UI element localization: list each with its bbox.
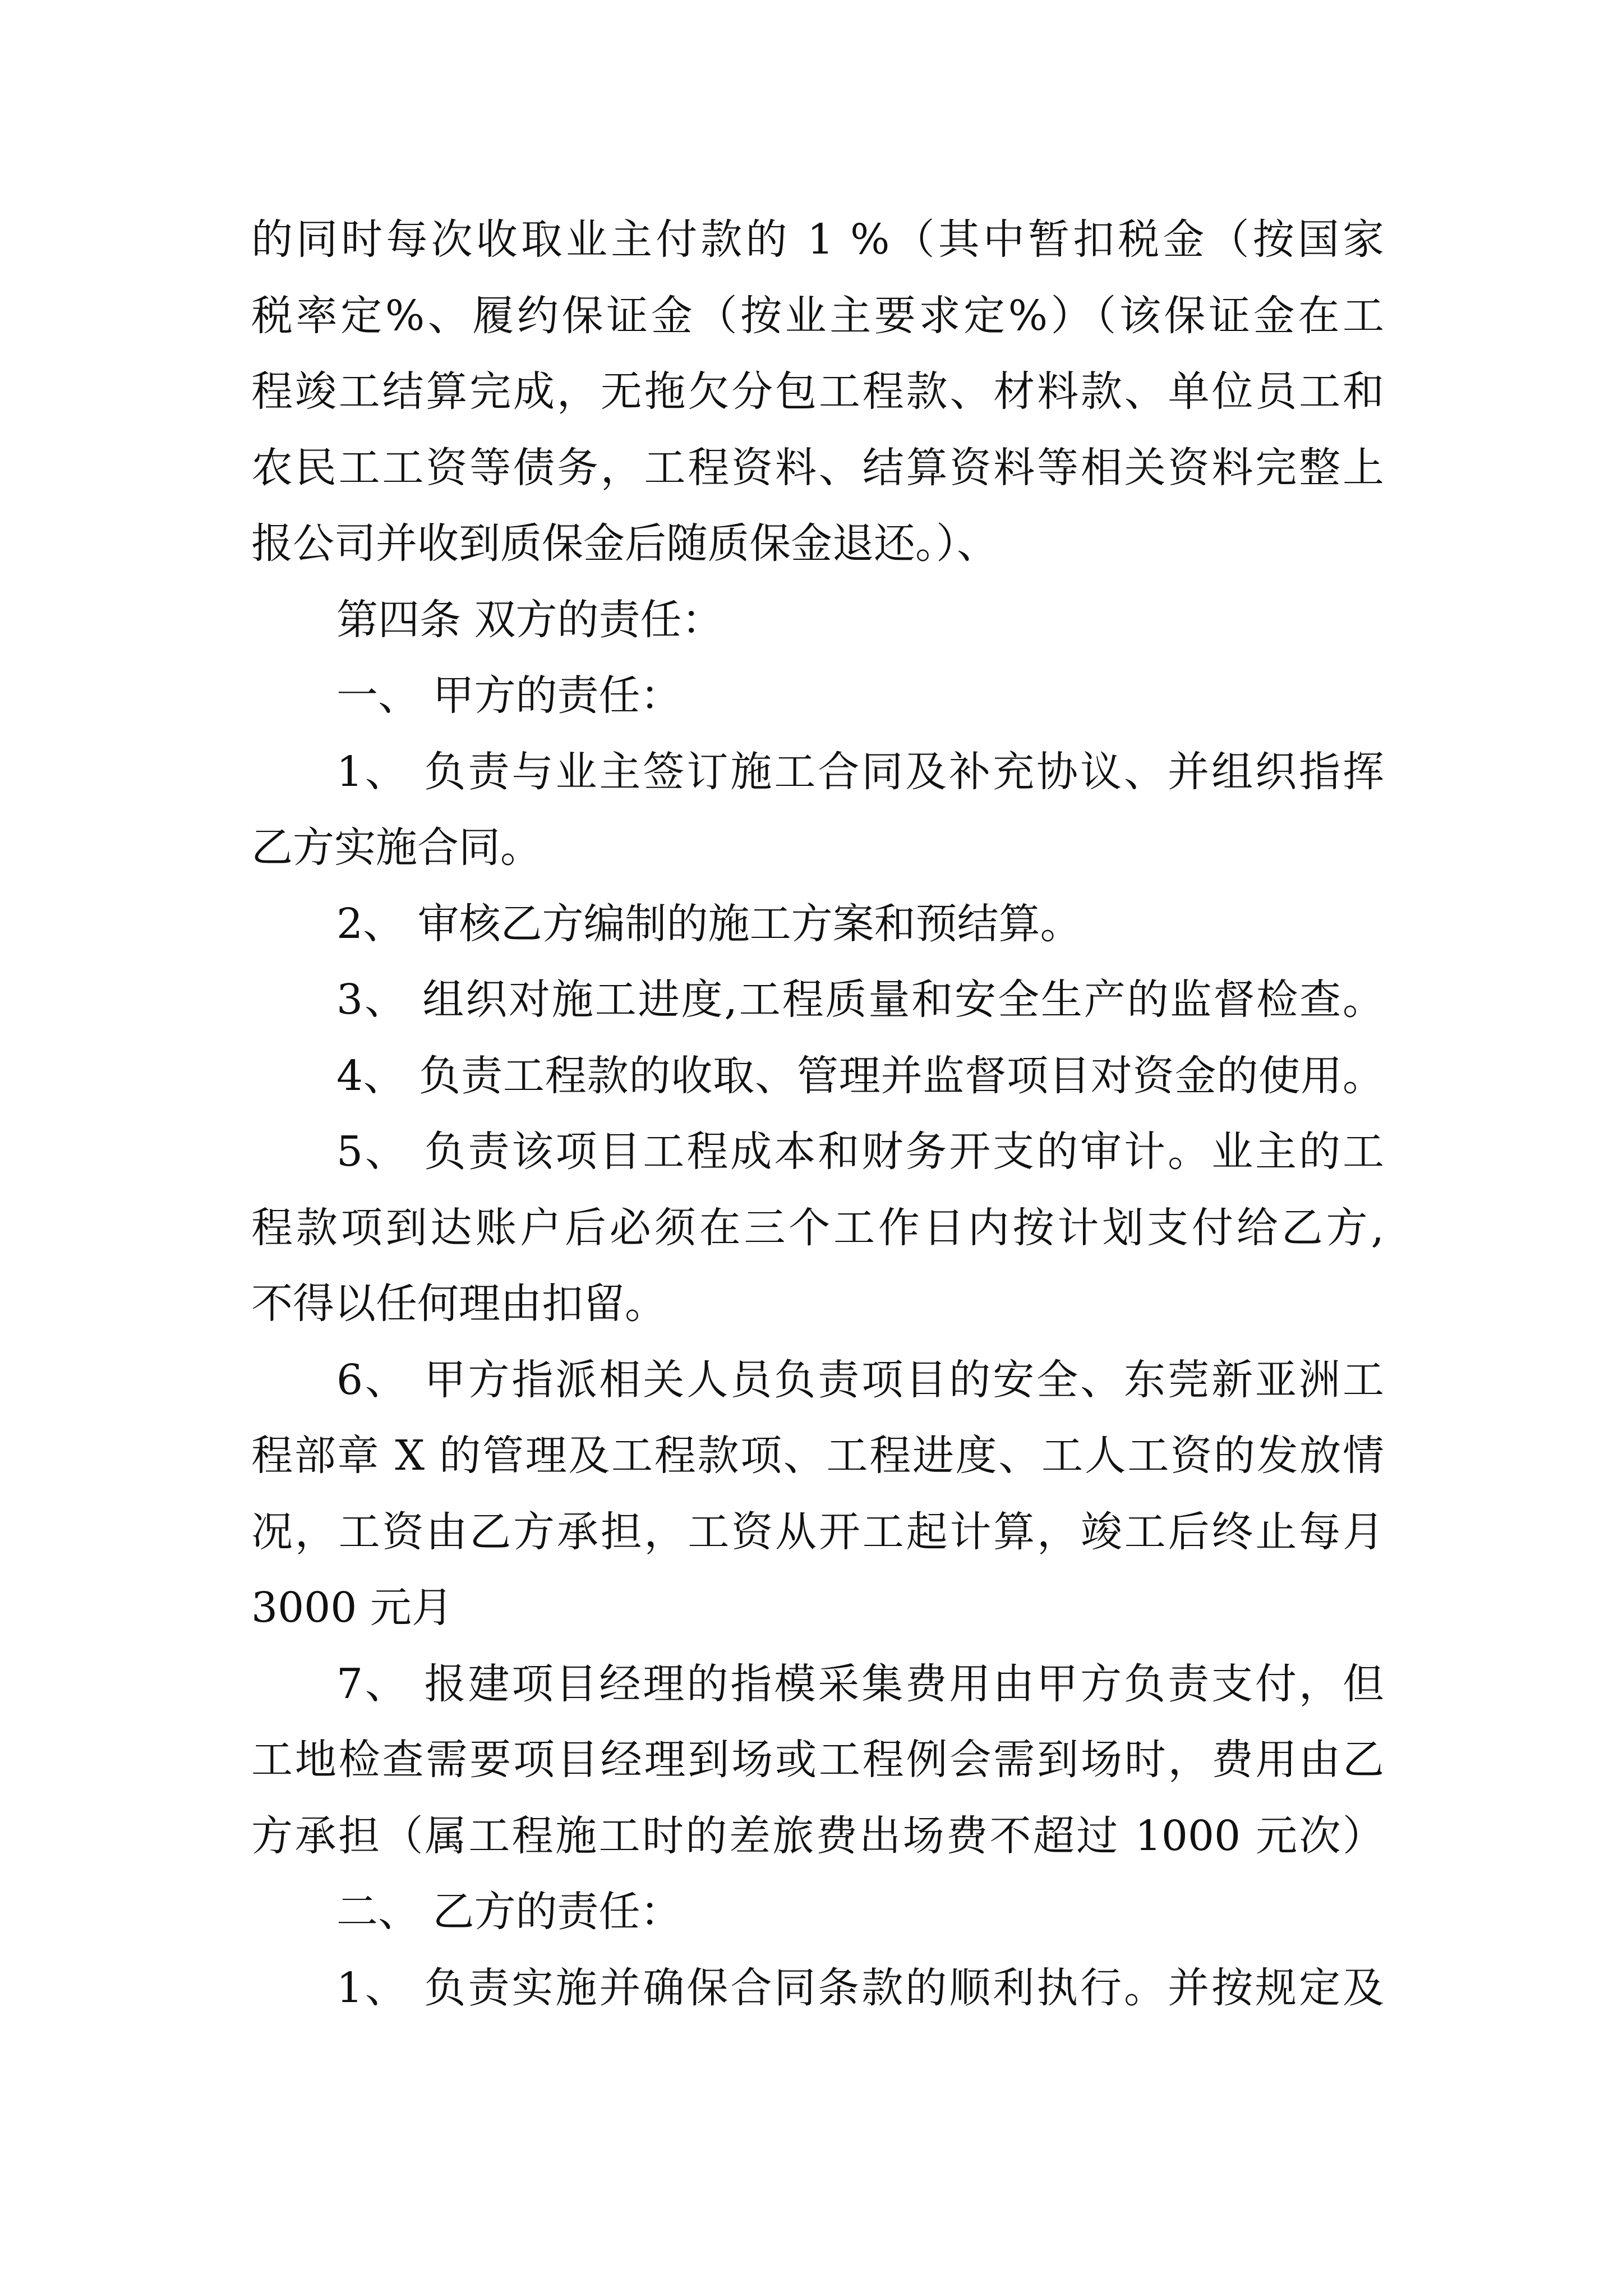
subsection-heading: 一、 甲方的责任：	[336, 671, 682, 720]
text-line: 不得以任何理由扣留。	[251, 1280, 666, 1328]
text-line: 程款项到达账户后必须在三个工作日内按计划支付给乙方,	[251, 1204, 1384, 1252]
text-line: 况，工资由乙方承担，工资从开工起计算，竣工后终止每月	[251, 1508, 1384, 1556]
list-item: 1、 负责与业主签订施工合同及补充协议、并组织指挥	[336, 748, 1384, 796]
list-item: 6、 甲方指派相关人员负责项目的安全、东莞新亚洲工	[336, 1356, 1384, 1404]
text-line: 方承担（属工程施工时的差旅费出场费不超过 1000 元次）	[251, 1812, 1384, 1860]
text-line: 工地检查需要项目经理到场或工程例会需到场时，费用由乙	[251, 1736, 1384, 1784]
text-line: 程竣工结算完成，无拖欠分包工程款、材料款、单位员工和	[251, 367, 1384, 416]
list-item: 5、 负责该项目工程成本和财务开支的审计。业主的工	[336, 1128, 1384, 1176]
list-item: 3、 组织对施工进度,工程质量和安全生产的监督检查。	[336, 976, 1384, 1024]
list-item: 2、 审核乙方编制的施工方案和预结算。	[336, 900, 1082, 948]
text-line: 税率定%、履约保证金（按业主要求定%）（该保证金在工	[251, 292, 1384, 340]
section-heading: 第四条 双方的责任：	[336, 596, 723, 644]
list-item: 7、 报建项目经理的指模采集费用由甲方负责支付，但	[336, 1660, 1384, 1708]
text-line: 报公司并收到质保金后随质保金退还。）、	[251, 519, 998, 568]
text-line: 乙方实施合同。	[251, 823, 542, 872]
text-line: 农民工工资等债务，工程资料、结算资料等相关资料完整上	[251, 444, 1384, 492]
subsection-heading: 二、 乙方的责任：	[336, 1888, 682, 1936]
text-line: 程部章 X 的管理及工程款项、工程进度、工人工资的发放情	[251, 1432, 1384, 1480]
list-item: 1、 负责实施并确保合同条款的顺利执行。并按规定及	[336, 1964, 1384, 2012]
list-item: 4、 负责工程款的收取、管理并监督项目对资金的使用。	[336, 1052, 1384, 1100]
text-line: 3000 元月	[251, 1584, 453, 1632]
text-line: 的同时每次收取业主付款的 1 %（其中暂扣税金（按国家	[251, 215, 1384, 264]
